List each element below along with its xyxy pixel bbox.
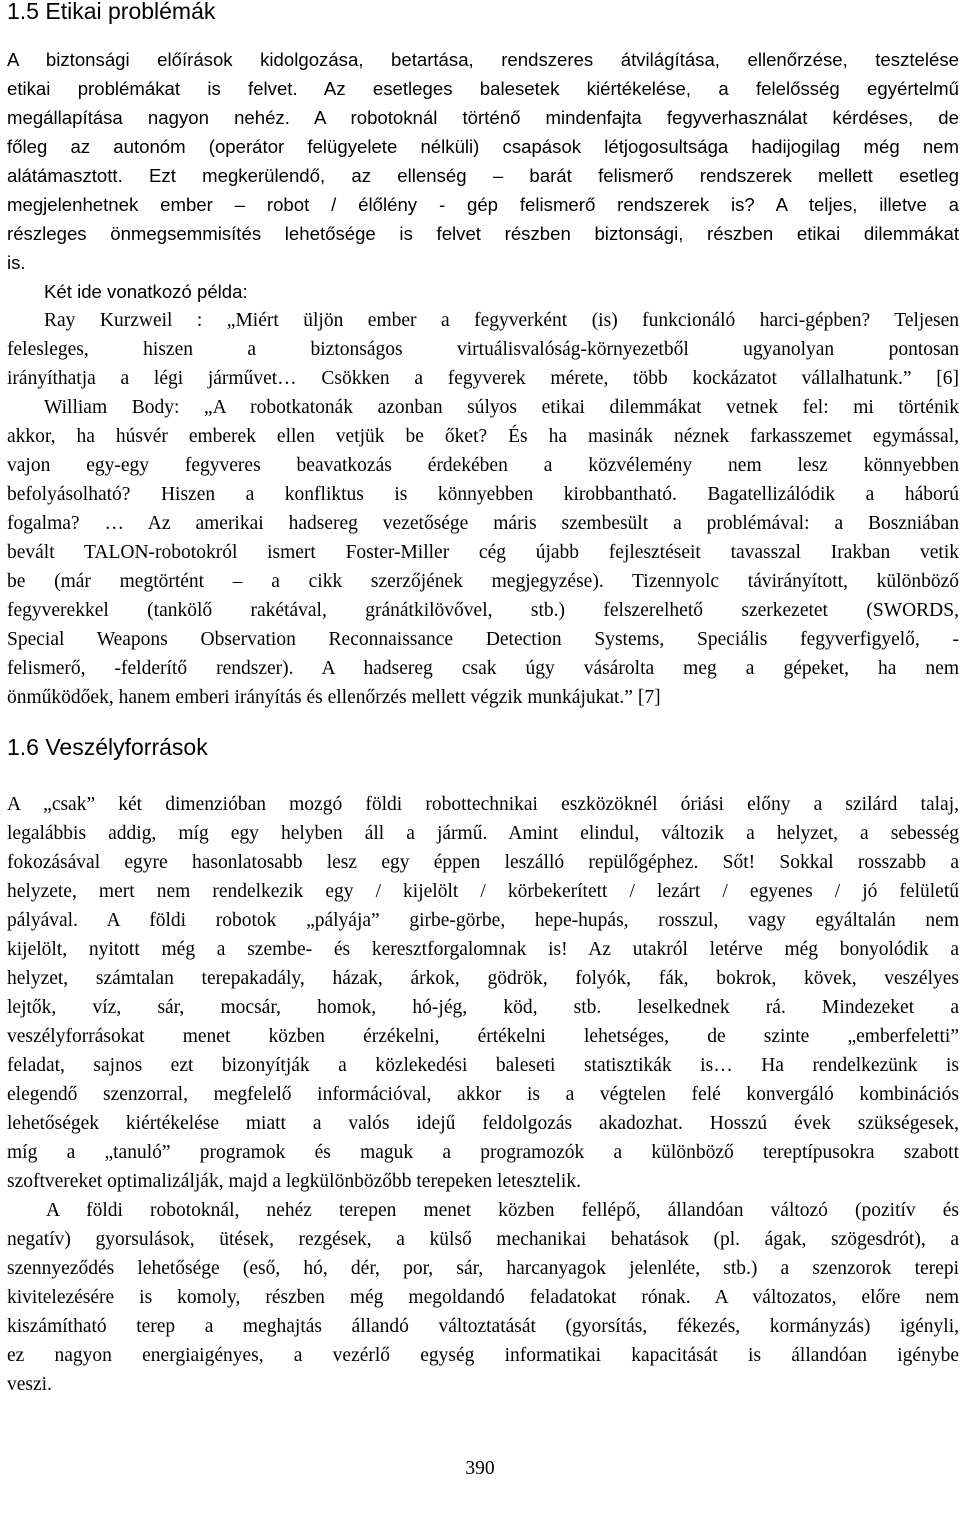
section-heading-hazards: 1.6 Veszélyforrások: [7, 734, 208, 760]
text-line: szennyeződés lehetősége (eső, hó, dér, por, sár, harcanyagok jelenléte, stb.) a szenzorok terepi: [7, 1258, 959, 1279]
page-number: 390: [465, 1458, 495, 1479]
section-body-ethics: [7, 45, 959, 712]
text-line: megjelenhetnek ember – robot / élőlény - gép felismerő rendszerek is? A teljes, illetve a: [7, 194, 959, 215]
text-line: alátámasztott. Ezt megkerülendő, az ellenség – barát felismerő rendszerek mellett esetleg: [7, 165, 959, 186]
quote-line: befolyásolható? Hiszen a konfliktus is könnyebben kirobbantható. Bagatellizálódik a háború: [7, 484, 959, 505]
section-heading-ethics: 1.5 Etikai problémák: [7, 0, 216, 24]
quote-line: Special Weapons Observation Reconnaissance Detection Systems, Speciális fegyverfigyelő, -: [7, 629, 959, 650]
text-line: A földi robotoknál, nehéz terepen menet közben fellépő, állandóan változó (pozitív és: [46, 1200, 959, 1221]
text-line: Két ide vonatkozó példa:: [44, 281, 248, 302]
quote-line: bevált TALON-robotokról ismert Foster-Miller cég újabb fejlesztéseit tavasszal Irakban vetik: [7, 542, 959, 563]
text-line: veszélyforrásokat menet közben érzékelni, értékelni lehetséges, de szinte „emberfeletti”: [7, 1026, 959, 1047]
text-line: kiszámítható terep a meghajtás állandó változtatását (gyorsítás, fékezés, kormányzás) igényli,: [7, 1316, 959, 1337]
text-line: fokozásával egyre hasonlatosabb lesz egy éppen leszálló repülőgéphez. Sőt! Sokkal rosszabb a: [7, 852, 959, 873]
text-line: részleges önmegsemmisítés lehetősége is felvet részben biztonsági, részben etikai dilemmákat: [7, 223, 959, 244]
quote-line: fegyverekkel (tankölő rakétával, gránátkilövővel, stb.) felszerelhető szerkezetet (SWORDS,: [7, 600, 959, 621]
text-line: veszi.: [7, 1374, 52, 1395]
quote-line: William Body: „A robotkatonák azonban súlyos etikai dilemmákat vetnek fel: mi történik: [44, 397, 959, 418]
quote-line: felesleges, hiszen a biztonságos virtuálisvalóság-környezetből ugyanolyan pontosan: [7, 339, 959, 360]
text-line: lejtők, víz, sár, mocsár, homok, hó-jég, köd, stb. leselkednek rá. Mindezeket a: [7, 997, 959, 1018]
text-line: kijelölt, nyitott még a szembe- és keresztforgalomnak is! Az utakról letérve még bonyolódik a: [7, 939, 959, 960]
text-line: pályával. A földi robotok „pályája” girbe-görbe, hepe-hupás, rosszul, vagy egyáltalán nem: [7, 910, 959, 931]
quote-line: akkor, ha húsvér emberek ellen vetjük be őket? És ha masinák néznek farkasszemet egymással,: [7, 426, 959, 447]
text-line: főleg az autonóm (operátor felügyelete nélküli) csapások létjogosultsága hadijogilag még nem: [7, 136, 959, 157]
quote-line: be (már megtörtént – a cikk szerzőjének megjegyzése). Tizennyolc távirányított, különböző: [7, 571, 959, 592]
text-line: feladat, sajnos ezt bizonyítják a közlekedési baleseti statisztikák is… Ha rendelkezünk is: [7, 1055, 959, 1076]
text-line: A „csak” két dimenzióban mozgó földi robottechnikai eszközöknél óriási előny a szilárd talaj,: [7, 794, 959, 815]
text-line: helyzete, mert nem rendelkezik egy / kijelölt / körbekerített / lezárt / egyenes / jó felületű: [7, 881, 959, 902]
quote-line: önműködőek, hanem emberi irányítás és ellenőrzés mellett végzik munkájukat.” [7]: [7, 687, 661, 708]
section-body-hazards: [7, 790, 959, 1399]
quote-line: felismerő, -felderítő rendszer). A hadsereg csak úgy vásárolta meg a gépeket, ha nem: [7, 658, 959, 679]
text-line: is.: [7, 252, 26, 273]
text-line: míg a „tanuló” programok és maguk a programozók a különböző tereptípusokra szabott: [7, 1142, 959, 1163]
text-line: etikai problémákat is felvet. Az esetleges balesetek kiértékelése, a felelősség egyértelmű: [7, 78, 959, 99]
text-line: szoftvereket optimalizálják, majd a legkülönbözőbb terepeken letesztelik.: [7, 1171, 581, 1192]
text-line: lehetőségek kiértékelése miatt a valós idejű feldolgozás akadozhat. Hosszú évek szükségesek,: [7, 1113, 959, 1134]
text-line: legalábbis addig, míg egy helyben áll a jármű. Amint elindul, változik a helyzet, a sebesség: [7, 823, 959, 844]
quote-line: vajon egy-egy fegyveres beavatkozás érdekében a közvélemény nem lesz könnyebben: [7, 455, 959, 476]
text-line: A biztonsági előírások kidolgozása, betartása, rendszeres átvilágítása, ellenőrzése, tesztelése: [7, 49, 959, 70]
text-line: kivitelezésére is komoly, részben még megoldandó feladatokat rónak. A változatos, előre nem: [7, 1287, 959, 1308]
quote-line: fogalma? … Az amerikai hadsereg vezetősége máris szembesült a problémával: a Boszniában: [7, 513, 959, 534]
text-line: ez nagyon energiaigényes, a vezérlő egység informatikai kapacitását is állandóan igénybe: [7, 1345, 959, 1366]
quote-line: irányíthatja a légi járművet… Csökken a fegyverek mérete, több kockázatot vállalhatunk.” [6]: [7, 368, 959, 389]
text-line: elegendő szenzorral, megfelelő információval, akkor is a végtelen felé konvergáló kombinációs: [7, 1084, 959, 1105]
quote-line: Ray Kurzweil : „Miért üljön ember a fegyverként (is) funkcionáló harci-gépben? Teljesen: [44, 310, 959, 331]
text-line: helyzet, számtalan terepakadály, házak, árkok, gödrök, folyók, fák, bokrok, kövek, veszélyes: [7, 968, 959, 989]
text-line: megállapítása nagyon nehéz. A robotoknál történő mindenfajta fegyverhasználat kérdéses, de: [7, 107, 959, 128]
text-line: negatív) gyorsulások, ütések, rezgések, a külső mechanikai behatások (pl. ágak, szögesdrót), a: [7, 1229, 959, 1250]
